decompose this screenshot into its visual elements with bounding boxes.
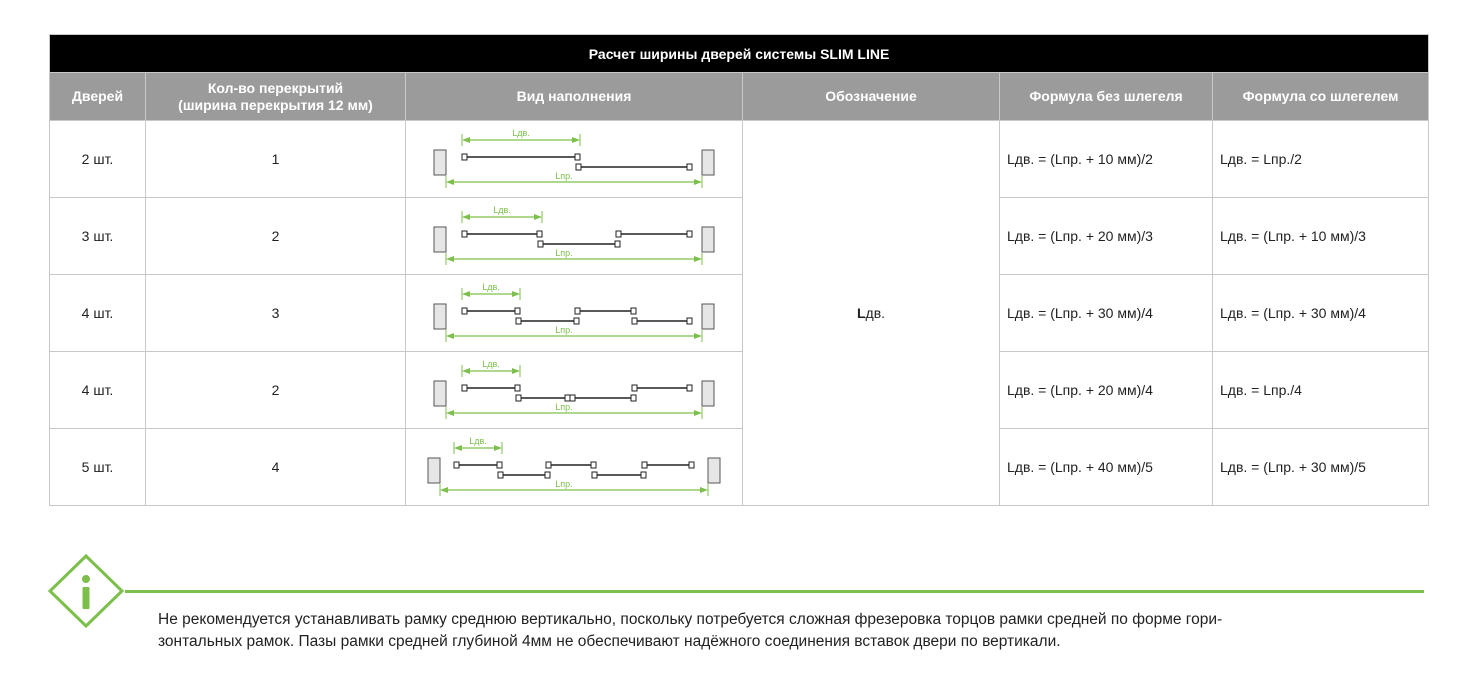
panel-profile bbox=[454, 462, 459, 468]
opening-width-dim-arrow-right bbox=[694, 179, 702, 185]
panel-profile bbox=[615, 241, 620, 247]
panel-profile bbox=[537, 231, 542, 237]
wall-left bbox=[434, 304, 446, 329]
header-fill-view: Вид наполнения bbox=[406, 73, 743, 121]
fill-diagram bbox=[424, 280, 724, 346]
wall-right bbox=[702, 381, 714, 406]
door-width-dim-arrow-right bbox=[572, 137, 580, 143]
fill-diagram-cell bbox=[406, 121, 743, 198]
door-width-dim-arrow-left bbox=[462, 368, 470, 374]
panel-profile bbox=[591, 462, 596, 468]
door-width-dim-arrow-left bbox=[462, 137, 470, 143]
door-width-label: Lдв. bbox=[469, 436, 487, 446]
opening-width-dim-arrow-left bbox=[446, 410, 454, 416]
wall-left bbox=[428, 458, 440, 483]
cell-formula-without: Lдв. = (Lпр. + 20 мм)/4 bbox=[1000, 352, 1213, 429]
opening-width-dim-arrow-left bbox=[440, 487, 448, 493]
opening-width-dim-arrow-right bbox=[694, 333, 702, 339]
header-formula-without: Формула без шлегеля bbox=[1000, 73, 1213, 121]
panel-profile bbox=[632, 385, 637, 391]
header-designation: Обозначение bbox=[743, 73, 1000, 121]
door-width-dim-arrow-right bbox=[494, 445, 502, 451]
panel-profile bbox=[570, 395, 575, 401]
cell-formula-without: Lдв. = (Lпр. + 40 мм)/5 bbox=[1000, 429, 1213, 506]
wall-right bbox=[702, 304, 714, 329]
panel-profile bbox=[546, 462, 551, 468]
cell-overlaps: 1 bbox=[146, 121, 406, 198]
panel-profile bbox=[516, 395, 521, 401]
fill-diagram-cell bbox=[406, 352, 743, 429]
fill-diagram bbox=[424, 126, 724, 192]
opening-width-dim-arrow-left bbox=[446, 256, 454, 262]
panel-profile bbox=[515, 385, 520, 391]
cell-formula-with: Lдв. = (Lпр. + 30 мм)/5 bbox=[1213, 429, 1429, 506]
panel-profile bbox=[687, 164, 692, 170]
cell-doors: 4 шт. bbox=[50, 352, 146, 429]
cell-formula-without: Lдв. = (Lпр. + 20 мм)/3 bbox=[1000, 198, 1213, 275]
cell-overlaps: 4 bbox=[146, 429, 406, 506]
cell-overlaps: 2 bbox=[146, 198, 406, 275]
header-overlaps bbox=[146, 73, 406, 121]
note-text bbox=[158, 609, 1428, 653]
door-width-dim-arrow-left bbox=[454, 445, 462, 451]
cell-overlaps: 2 bbox=[146, 352, 406, 429]
cell-formula-with: Lдв. = Lпр./2 bbox=[1213, 121, 1429, 198]
cell-formula-without: Lдв. = (Lпр. + 10 мм)/2 bbox=[1000, 121, 1213, 198]
table-row bbox=[50, 429, 1429, 506]
table-row bbox=[50, 352, 1429, 429]
opening-width-dim-arrow-right bbox=[694, 256, 702, 262]
panel-profile bbox=[574, 318, 579, 324]
designation-rest: дв. bbox=[865, 305, 886, 321]
table-row bbox=[50, 121, 1429, 198]
cell-formula-with: Lдв. = Lпр./4 bbox=[1213, 352, 1429, 429]
table-row bbox=[50, 275, 1429, 352]
panel-profile bbox=[462, 154, 467, 160]
door-width-dim-arrow-right bbox=[534, 214, 542, 220]
fill-diagram bbox=[424, 357, 724, 423]
wall-right bbox=[702, 150, 714, 175]
panel-profile bbox=[462, 385, 467, 391]
panel-profile bbox=[592, 472, 597, 478]
opening-width-dim-arrow-left bbox=[446, 179, 454, 185]
cell-formula-with: Lдв. = (Lпр. + 10 мм)/3 bbox=[1213, 198, 1429, 275]
opening-width-label: Lпр. bbox=[555, 325, 573, 335]
opening-width-dim-arrow-right bbox=[694, 410, 702, 416]
note-divider bbox=[125, 590, 1424, 593]
door-width-label: Lдв. bbox=[482, 282, 500, 292]
panel-profile bbox=[497, 462, 502, 468]
panel-profile bbox=[687, 318, 692, 324]
panel-profile bbox=[687, 231, 692, 237]
wall-left bbox=[434, 227, 446, 252]
panel-profile bbox=[462, 231, 467, 237]
cell-formula-with: Lдв. = (Lпр. + 30 мм)/4 bbox=[1213, 275, 1429, 352]
opening-width-dim-arrow-left bbox=[446, 333, 454, 339]
wall-left bbox=[434, 150, 446, 175]
fill-diagram bbox=[424, 434, 724, 500]
wall-right bbox=[702, 227, 714, 252]
table-row bbox=[50, 198, 1429, 275]
opening-width-label: Lпр. bbox=[555, 479, 573, 489]
cell-overlaps: 3 bbox=[146, 275, 406, 352]
table-title: Расчет ширины дверей системы SLIM LINE bbox=[50, 35, 1429, 73]
fill-diagram-cell bbox=[406, 429, 743, 506]
panel-profile bbox=[498, 472, 503, 478]
designation-bold: L bbox=[856, 305, 866, 321]
fill-diagram-cell bbox=[406, 198, 743, 275]
panel-profile bbox=[545, 472, 550, 478]
note-line-2: зонтальных рамок. Пазы рамки средней глубиной 4мм не обеспечивают надёжного соединения вставок двери по вертикали. bbox=[158, 633, 1061, 650]
panel-profile bbox=[631, 308, 636, 314]
panel-profile bbox=[575, 154, 580, 160]
door-width-dim-arrow-right bbox=[512, 291, 520, 297]
panel-profile bbox=[632, 318, 637, 324]
designation-cell bbox=[743, 121, 1000, 506]
opening-width-label: Lпр. bbox=[555, 171, 573, 181]
panel-profile bbox=[462, 308, 467, 314]
panel-profile bbox=[575, 308, 580, 314]
door-width-dim-arrow-left bbox=[462, 291, 470, 297]
header-formula-with: Формула со шлегелем bbox=[1213, 73, 1429, 121]
cell-doors: 4 шт. bbox=[50, 275, 146, 352]
info-icon bbox=[47, 553, 125, 629]
cell-doors: 2 шт. bbox=[50, 121, 146, 198]
panel-profile bbox=[516, 318, 521, 324]
header-overlaps-line2: (ширина перекрытия 12 мм) bbox=[178, 96, 373, 113]
door-width-dim-arrow-right bbox=[512, 368, 520, 374]
opening-width-label: Lпр. bbox=[555, 402, 573, 412]
door-width-label: Lдв. bbox=[512, 128, 530, 138]
panel-profile bbox=[641, 472, 646, 478]
wall-right bbox=[708, 458, 720, 483]
panel-profile bbox=[642, 462, 647, 468]
fill-diagram bbox=[424, 203, 724, 269]
wall-left bbox=[434, 381, 446, 406]
door-width-label: Lдв. bbox=[482, 359, 500, 369]
header-doors: Дверей bbox=[50, 73, 146, 121]
panel-profile bbox=[576, 164, 581, 170]
door-width-label: Lдв. bbox=[493, 205, 511, 215]
panel-profile bbox=[616, 231, 621, 237]
door-width-table bbox=[49, 34, 1429, 506]
header-overlaps-line1: Кол-во перекрытий bbox=[207, 79, 344, 96]
panel-profile bbox=[538, 241, 543, 247]
opening-width-label: Lпр. bbox=[555, 248, 573, 258]
cell-doors: 5 шт. bbox=[50, 429, 146, 506]
opening-width-dim-arrow-right bbox=[700, 487, 708, 493]
door-width-dim-arrow-left bbox=[462, 214, 470, 220]
panel-profile bbox=[689, 462, 694, 468]
cell-doors: 3 шт. bbox=[50, 198, 146, 275]
fill-diagram-cell bbox=[406, 275, 743, 352]
panel-profile bbox=[565, 395, 570, 401]
note-line-1: Не рекомендуется устанавливать рамку среднюю вертикально, поскольку потребуется сложная фрезеровка торцов рамки средней по форме гори- bbox=[158, 611, 1223, 628]
panel-profile bbox=[631, 395, 636, 401]
panel-profile bbox=[515, 308, 520, 314]
cell-formula-without: Lдв. = (Lпр. + 30 мм)/4 bbox=[1000, 275, 1213, 352]
panel-profile bbox=[687, 385, 692, 391]
